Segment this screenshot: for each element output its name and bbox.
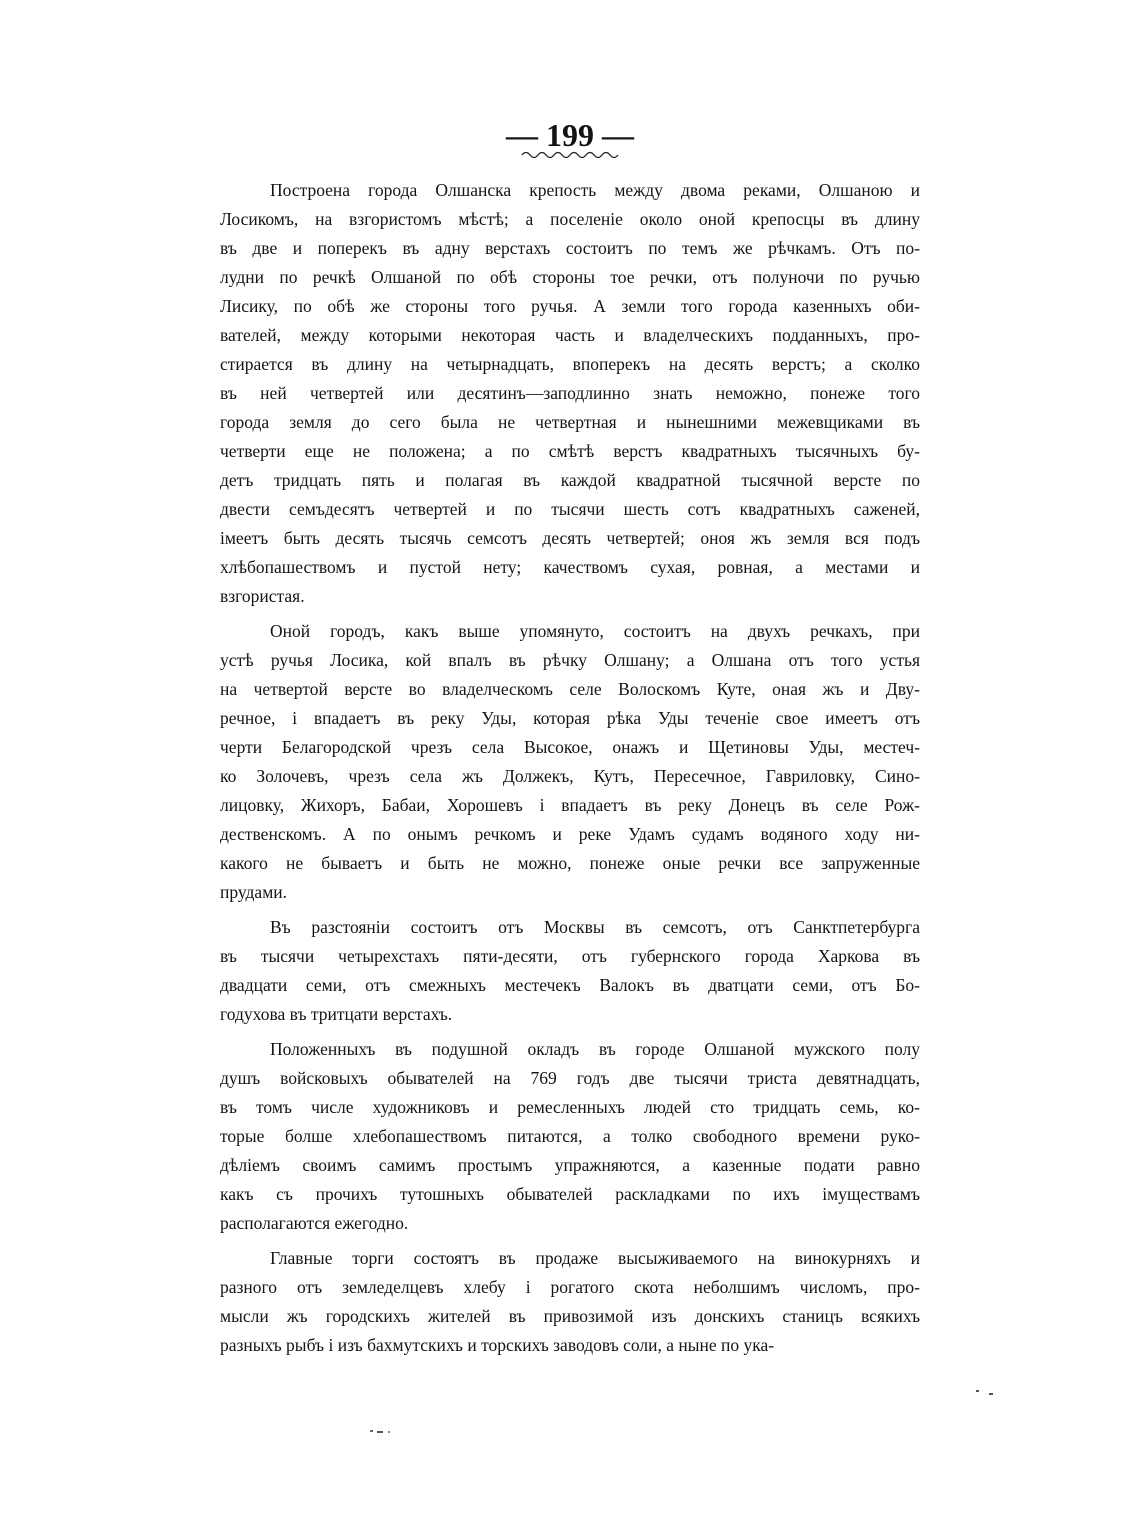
text-line: мысли жъ городскихъ жителей въ привозимой изъ донскихъ станицъ всякихъ xyxy=(220,1306,920,1326)
page-number: — 199 — xyxy=(506,117,634,153)
text-line: въ тысячи четырехстахъ пяти-десяти, отъ губернского города Харкова въ xyxy=(220,946,920,966)
text-line: лудни по речкѣ Олшаной по обѣ стороны тое речки, отъ полуночи по ручью xyxy=(220,267,920,287)
text-line: речное, і впадаетъ въ реку Уды, которая рѣка Уды теченіе свое имеетъ отъ xyxy=(220,708,920,728)
text-line: детъ тридцать пять и полагая въ каждой квадратной тысячной версте по xyxy=(220,470,920,490)
text-line: въ томъ числе художниковъ и ремесленныхъ людей сто тридцать семь, ко- xyxy=(220,1097,920,1117)
paragraph xyxy=(220,913,920,1029)
text-line: разныхъ рыбъ і изъ бахмутскихъ и торскихъ заводовъ соли, а ныне по ука- xyxy=(220,1335,775,1355)
paragraph xyxy=(220,1035,920,1238)
text-line: годухова въ тритцати верстахъ. xyxy=(220,1004,453,1024)
text-line: Лисику, по обѣ же стороны того ручья. А земли того города казенныхъ оби- xyxy=(220,296,920,316)
text-line: двести семъдесятъ четвертей и по тысячи шесть сотъ квадратныхъ саженей, xyxy=(220,499,920,519)
text-line: душъ войсковыхъ обывателей на 769 годъ две тысячи триста девятнадцать, xyxy=(220,1068,920,1088)
paragraph xyxy=(220,617,920,907)
scan-speck-mark xyxy=(974,1388,998,1398)
text-line: вателей, между которыми некоторая часть и владелческихъ подданныхъ, про- xyxy=(220,325,920,345)
text-line: Положенныхъ въ подушной окладъ въ городе Олшаной мужского полу xyxy=(270,1039,920,1059)
text-line: торые болше хлебопашествомъ питаются, а толко свободного времени руко- xyxy=(220,1126,920,1146)
text-line: Лосикомъ, на взгористомъ мѣстѣ; а поселеніе около оной крепосцы въ длину xyxy=(220,209,920,229)
text-line: какъ съ прочихъ тутошныхъ обывателей раскладками по ихъ імуществамъ xyxy=(220,1184,920,1204)
text-line: на четвертой версте во владелческомъ селе Волоскомъ Куте, оная жъ и Дву- xyxy=(220,679,920,699)
text-line: въ ней четвертей или десятинъ—заподлинно знать неможно, понеже того xyxy=(220,383,920,403)
text-line: Оной городъ, какъ выше упомянуто, состоитъ на двухъ речкахъ, при xyxy=(270,621,920,641)
text-line: Построена города Олшанска крепость между двома реками, Олшаною и xyxy=(270,180,920,200)
text-line: черти Белагородской чрезъ села Высокое, онажъ и Щетиновы Уды, местеч- xyxy=(220,737,920,757)
text-line: разного отъ земледелцевъ хлебу і рогатого скота неболшимъ числомъ, про- xyxy=(220,1277,920,1297)
text-line: какого не бываетъ и быть не можно, понеже оные речки все запруженные xyxy=(220,853,920,873)
text-line: Главные торги состоятъ въ продаже высыживаемого на винокурняхъ и xyxy=(270,1248,920,1268)
paragraph xyxy=(220,1244,920,1360)
scan-speck-mark xyxy=(368,1427,398,1435)
text-line: устѣ ручья Лосика, кой впалъ въ рѣчку Олшану; а Олшана отъ того устья xyxy=(220,650,920,670)
wavy-underline-ornament xyxy=(520,149,620,159)
text-line: хлѣбопашествомъ и пустой нету; качествомъ сухая, ровная, а местами и xyxy=(220,557,920,577)
text-line: імеетъ быть десять тысячь семсотъ десять четвертей; оноя жъ земля вся подъ xyxy=(220,528,920,548)
text-line: дѣліемъ своимъ самимъ простымъ упражняются, а казенные подати равно xyxy=(220,1155,920,1175)
paragraph xyxy=(220,176,920,611)
text-line: взгористая. xyxy=(220,586,305,606)
text-line: города земля до сего была не четвертная и нынешними межевщиками въ xyxy=(220,412,920,432)
text-line: Въ разстояніи состоитъ отъ Москвы въ семсотъ, отъ Санктпетербурга xyxy=(270,917,920,937)
text-line: дественскомъ. А по онымъ речкомъ и реке Удамъ судамъ водяного ходу ни- xyxy=(220,824,920,844)
text-line: стирается въ длину на четырнадцать, впоперекъ на десять верстъ; а сколко xyxy=(220,354,920,374)
text-line: лицовку, Жихоръ, Бабаи, Хорошевъ і впадаетъ въ реку Донецъ въ селе Рож- xyxy=(220,795,920,815)
text-line: двадцати семи, отъ смежныхъ местечекъ Валокъ въ дватцати семи, отъ Бо- xyxy=(220,975,920,995)
text-line: располагаются ежегодно. xyxy=(220,1213,409,1233)
text-line: въ две и поперекъ въ адну верстахъ состоитъ по темъ же рѣчкамъ. Отъ по- xyxy=(220,238,920,258)
text-line: четверти еще не положена; а по смѣтѣ верстъ квадратныхъ тысячныхъ бу- xyxy=(220,441,920,461)
text-line: ко Золочевъ, чрезъ села жъ Должекъ, Кутъ, Пересечное, Гавриловку, Сино- xyxy=(220,766,920,786)
text-line: прудами. xyxy=(220,882,288,902)
body-text xyxy=(220,176,920,1366)
